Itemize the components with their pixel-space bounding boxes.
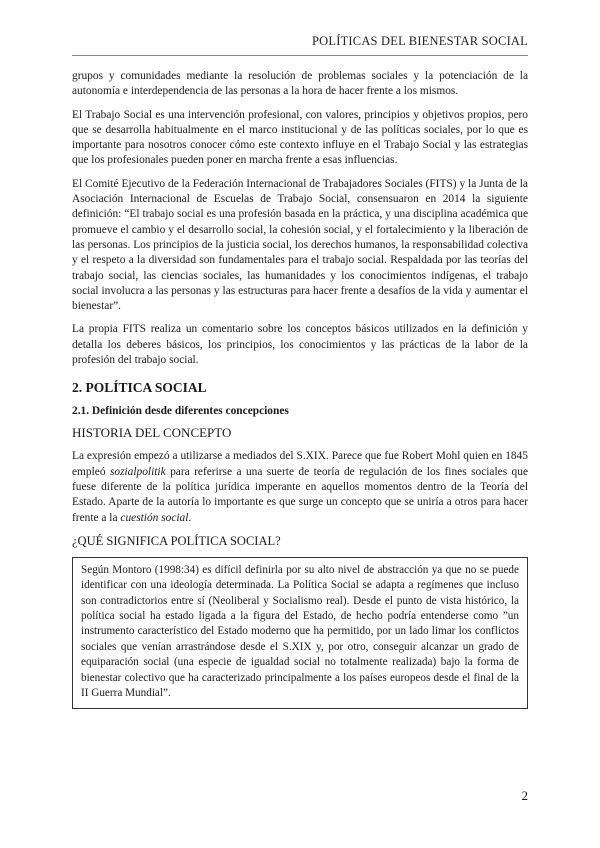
question-title: ¿QUÉ SIGNIFICA POLÍTICA SOCIAL? bbox=[72, 533, 281, 548]
history-text-b: para referirse a una suerte de teoría de regulación de los fines sociales que fuese diferente de la política jurídica imperante en aquellos momentos dentro de la Teoría del Estado. Aparte de la autoría lo importante es que surge un concepto que se uniría a otros para hacer frente a la bbox=[72, 465, 529, 524]
term-cuestion-social: cuestión social bbox=[120, 511, 189, 524]
paragraph: grupos y comunidades mediante la resolución de problemas sociales y la potenciación de la autonomía e interdependencia de las personas a la hora de hacer frente a los mismos. bbox=[72, 70, 528, 98]
header-divider bbox=[72, 55, 528, 56]
history-text-a: La expresión empezó a utilizarse a mediados del S.XIX. Parece que fue Robert Mohl quien en 1845 empleó bbox=[72, 450, 528, 478]
paragraph: El Trabajo Social es una intervención profesional, con valores, principios y objetivos propios, pero que se desarrolla habitualmente en el marco institucional y de las políticas sociales, por lo que es importante para nosotros conocer cómo este contexto influye en el Trabajo Social y las estrategias que los profesionales pueden poner en marcha frente a esas influencias. bbox=[72, 108, 528, 167]
paragraph: El Comité Ejecutivo de la Federación Internacional de Trabajadores Sociales (FITS) y la Junta de la Asociación Internacional de Escuelas de Trabajo Social, consensuaron en 2014 la siguiente definición: “El trabajo social es una profesión basada en la práctica, y una disciplina académica que promueve el cambio y el desarrollo social, la cohesión social, y el fortalecimiento y la liberación de las personas. Los principios de la justicia social, los derechos humanos, la responsabilidad colectiva y el respeto a la diversidad son fundamentales para el trabajo social. Respaldada por las teorías del trabajo social, las ciencias sociales, las humanidades y los conocimientos indígenas, el trabajo social involucra a las personas y las estructuras para hacer frente a desafíos de la vida y aumentar el bienestar”. bbox=[72, 177, 528, 313]
page-number: 2 bbox=[521, 788, 528, 803]
history-text-c: . bbox=[188, 511, 192, 524]
quote-text: Según Montoro (1998:34) es difícil definirla por su alto nivel de abstracción ya que no se puede identificar con una ideología determinada. La Política Social se adapta a regímenes que incluso son contradictorios entre sí (Neoliberal y Socialismo real). Desde el punto de vista histórico, la política social ha estado ligada a la figura del Estado, de hecho podría entenderse como ”un instrumento característico del Estado moderno que ha permitido, por un lado limar los conflictos sociales que venían arrastrándose desde el S.XIX y, por otro, conseguir alcanzar un grado de equiparación social (una especie de igualdad social no totalmente realizada) bajo la forma de bienestar colectivo que ha caracterizado principalmente a los países europeos desde el final de la II Guerra Mundial”. bbox=[81, 563, 519, 700]
page-body bbox=[72, 69, 528, 709]
history-paragraph bbox=[72, 449, 528, 525]
subsection-heading: 2.1. Definición desde diferentes concepciones bbox=[72, 405, 289, 418]
paragraph: La propia FITS realiza un comentario sobre los conceptos básicos utilizados en la definición y detalla los deberes básicos, los principios, los conocimientos y las prácticas de la labor de la profesión del trabajo social. bbox=[72, 323, 528, 367]
quote-box bbox=[72, 557, 528, 710]
term-sozialpolitik: sozialpolitik bbox=[109, 465, 166, 478]
history-title: HISTORIA DEL CONCEPTO bbox=[72, 425, 232, 441]
running-title: POLÍTICAS DEL BIENESTAR SOCIAL bbox=[312, 34, 528, 48]
section-heading: 2. POLÍTICA SOCIAL bbox=[72, 380, 207, 396]
